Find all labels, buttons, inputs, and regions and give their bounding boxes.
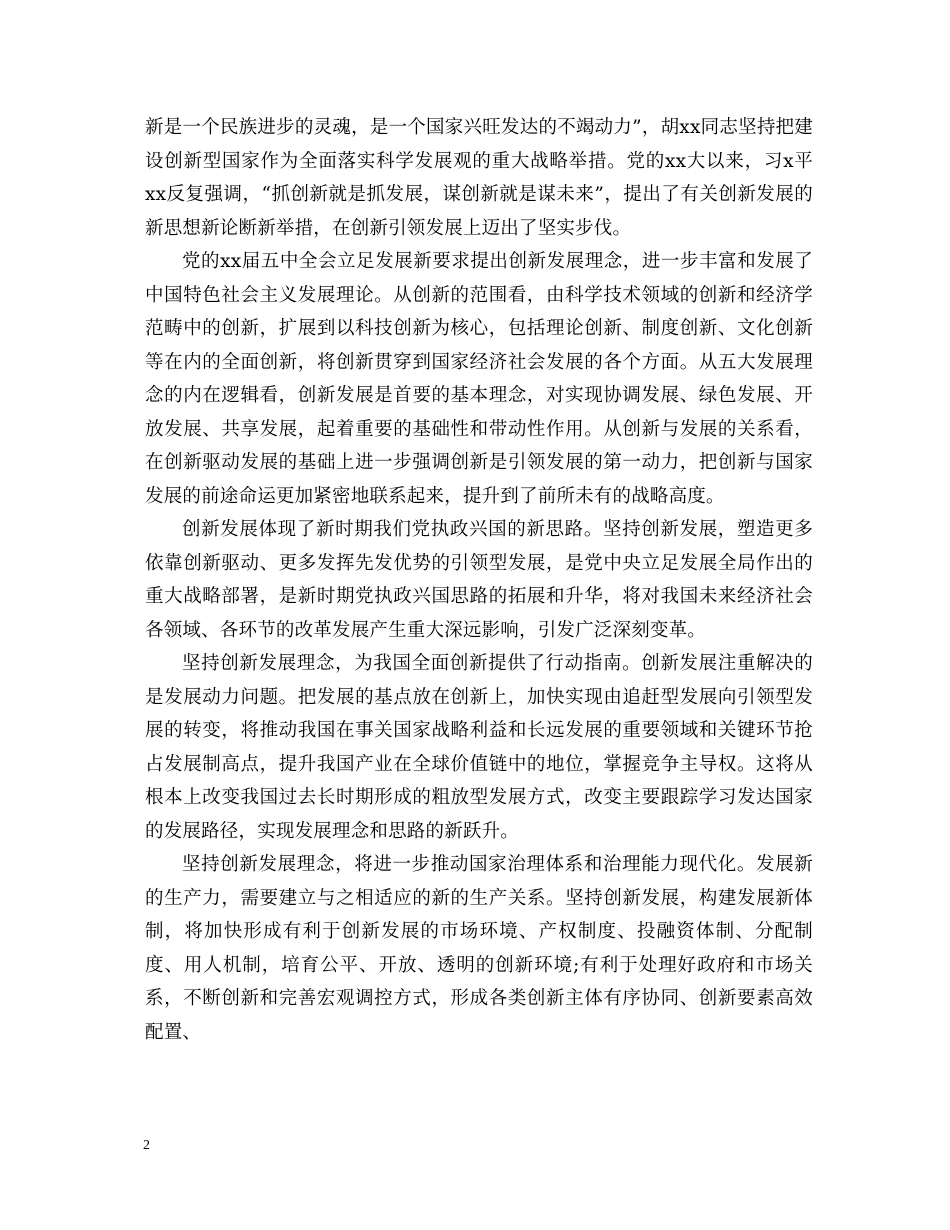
paragraph-2: 党的xx届五中全会立足发展新要求提出创新发展理念，进一步丰富和发展了中国特色社会主义发展理论。从创新的范围看，由科学技术领域的创新和经济学范畴中的创新，扩展到以科技创新为核心，包括理论创新、制度创新、文化创新等在内的全面创新，将创新贯穿到国家经济社会发展的各个方面。从五大发展理念的内在逻辑看，创新发展是首要的基本理念，对实现协调发展、绿色发展、开放发展、共享发展，起着重要的基础性和带动性作用。从创新与发展的关系看，在创新驱动发展的基础上进一步强调创新是引领发展的第一动力，把创新与国家发展的前途命运更加紧密地联系起来，提升到了前所未有的战略高度。 (145, 251, 813, 507)
paragraph-4: 坚持创新发展理念，为我国全面创新提供了行动指南。创新发展注重解决的是发展动力问题。把发展的基点放在创新上，加快实现由追赶型发展向引领型发展的转变，将推动我国在事关国家战略利益和长远发展的重要领域和关键环节抢占发展制高点，提升我国产业在全球价值链中的地位，掌握竞争主导权。这将从根本上改变我国过去长时期形成的粗放型发展方式，改变主要跟踪学习发达国家的发展路径，实现发展理念和思路的新跃升。 (145, 653, 813, 842)
paragraph-3: 创新发展体现了新时期我们党执政兴国的新思路。坚持创新发展，塑造更多依靠创新驱动、更多发挥先发优势的引领型发展，是党中央立足发展全局作出的重大战略部署，是新时期党执政兴国思路的拓展和升华，将对我国未来经济社会各领域、各环节的改革发展产生重大深远影响，引发广泛深刻变革。 (145, 519, 813, 641)
document-body (145, 111, 813, 1049)
paragraph-1: 新是一个民族进步的灵魂，是一个国家兴旺发达的不竭动力”，胡xx同志坚持把建设创新型国家作为全面落实科学发展观的重大战略举措。党的xx大以来，习x平xx反复强调，“抓创新就是抓发展，谋创新就是谋未来”，提出了有关创新发展的新思想新论断新举措，在创新引领发展上迈出了坚实步伐。 (145, 117, 813, 239)
paragraph-5: 坚持创新发展理念，将进一步推动国家治理体系和治理能力现代化。发展新的生产力，需要建立与之相适应的新的生产关系。坚持创新发展，构建发展新体制，将加快形成有利于创新发展的市场环境、产权制度、投融资体制、分配制度、用人机制，培育公平、开放、透明的创新环境;有利于处理好政府和市场关系，不断创新和完善宏观调控方式，形成各类创新主体有序协同、创新要素高效配置、 (145, 854, 813, 1043)
page-number: 2 (143, 1138, 150, 1153)
